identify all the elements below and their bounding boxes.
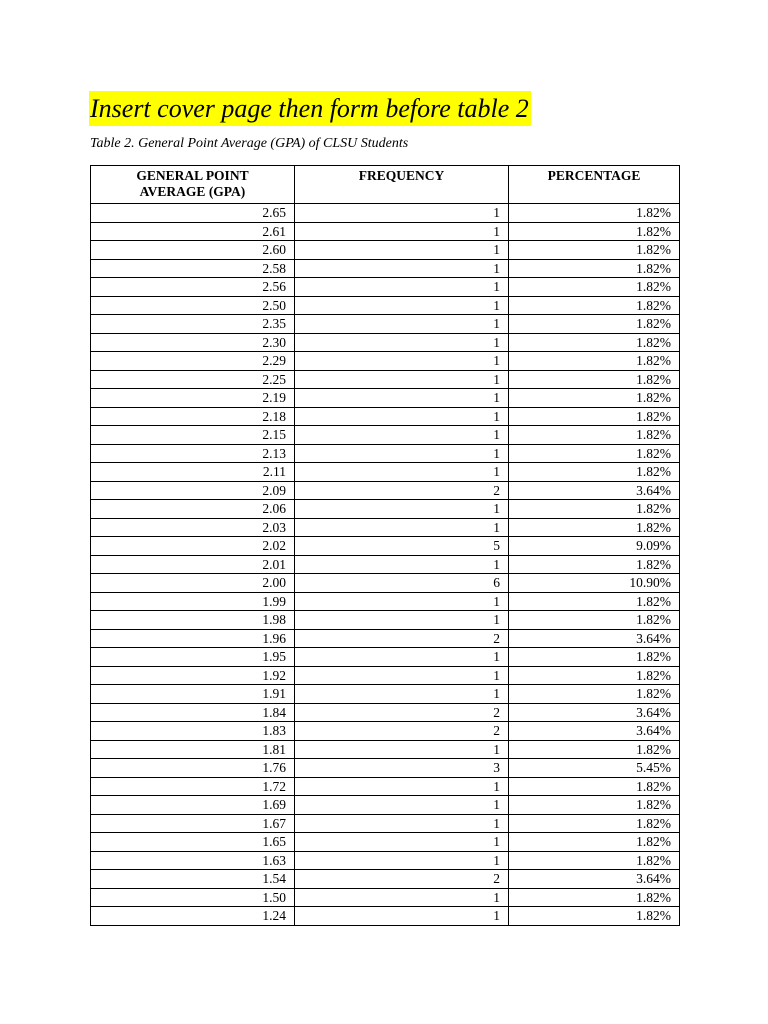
cell-gpa: 1.67 bbox=[91, 814, 295, 833]
cell-frequency: 1 bbox=[295, 796, 509, 815]
cell-frequency: 1 bbox=[295, 648, 509, 667]
table-row bbox=[91, 648, 680, 667]
table-row bbox=[91, 389, 680, 408]
cell-frequency: 1 bbox=[295, 204, 509, 223]
cell-gpa: 2.19 bbox=[91, 389, 295, 408]
cell-gpa: 1.69 bbox=[91, 796, 295, 815]
cell-frequency: 1 bbox=[295, 500, 509, 519]
cell-percentage: 1.82% bbox=[509, 204, 680, 223]
cell-frequency: 2 bbox=[295, 870, 509, 889]
cell-gpa: 1.84 bbox=[91, 703, 295, 722]
table-row bbox=[91, 315, 680, 334]
cell-percentage: 1.82% bbox=[509, 407, 680, 426]
cell-gpa: 1.98 bbox=[91, 611, 295, 630]
cell-gpa: 1.63 bbox=[91, 851, 295, 870]
cell-frequency: 2 bbox=[295, 481, 509, 500]
table-row bbox=[91, 500, 680, 519]
table-row bbox=[91, 796, 680, 815]
cell-gpa: 2.50 bbox=[91, 296, 295, 315]
cell-frequency: 1 bbox=[295, 685, 509, 704]
cell-frequency: 2 bbox=[295, 703, 509, 722]
table-row bbox=[91, 370, 680, 389]
cell-percentage: 1.82% bbox=[509, 241, 680, 260]
cell-gpa: 1.83 bbox=[91, 722, 295, 741]
cell-gpa: 1.72 bbox=[91, 777, 295, 796]
header-frequency: FREQUENCY bbox=[295, 166, 509, 204]
table-caption: Table 2. General Point Average (GPA) of CLSU Students bbox=[90, 136, 409, 151]
cell-frequency: 1 bbox=[295, 888, 509, 907]
header-gpa-line2: AVERAGE (GPA) bbox=[139, 184, 246, 199]
cell-frequency: 2 bbox=[295, 722, 509, 741]
cell-percentage: 3.64% bbox=[509, 481, 680, 500]
table-row bbox=[91, 888, 680, 907]
cell-frequency: 1 bbox=[295, 666, 509, 685]
cell-gpa: 2.60 bbox=[91, 241, 295, 260]
cell-frequency: 1 bbox=[295, 241, 509, 260]
cell-gpa: 2.25 bbox=[91, 370, 295, 389]
cell-percentage: 1.82% bbox=[509, 333, 680, 352]
cell-gpa: 2.02 bbox=[91, 537, 295, 556]
cell-frequency: 3 bbox=[295, 759, 509, 778]
cell-frequency: 1 bbox=[295, 315, 509, 334]
cell-gpa: 2.00 bbox=[91, 574, 295, 593]
table-row bbox=[91, 759, 680, 778]
cell-percentage: 1.82% bbox=[509, 648, 680, 667]
cell-frequency: 1 bbox=[295, 352, 509, 371]
cell-percentage: 1.82% bbox=[509, 796, 680, 815]
cell-percentage: 3.64% bbox=[509, 722, 680, 741]
cell-gpa: 1.76 bbox=[91, 759, 295, 778]
cell-percentage: 1.82% bbox=[509, 592, 680, 611]
cell-percentage: 1.82% bbox=[509, 833, 680, 852]
cell-percentage: 10.90% bbox=[509, 574, 680, 593]
cell-frequency: 1 bbox=[295, 518, 509, 537]
cell-percentage: 1.82% bbox=[509, 259, 680, 278]
table-body bbox=[91, 204, 680, 926]
cell-frequency: 1 bbox=[295, 777, 509, 796]
cell-gpa: 2.18 bbox=[91, 407, 295, 426]
cell-percentage: 1.82% bbox=[509, 907, 680, 926]
cell-frequency: 1 bbox=[295, 389, 509, 408]
highlighted-instruction-note: Insert cover page then form before table 2 bbox=[89, 91, 531, 126]
table-row bbox=[91, 518, 680, 537]
cell-gpa: 1.92 bbox=[91, 666, 295, 685]
cell-gpa: 1.99 bbox=[91, 592, 295, 611]
cell-frequency: 2 bbox=[295, 629, 509, 648]
cell-gpa: 1.81 bbox=[91, 740, 295, 759]
table-row bbox=[91, 833, 680, 852]
table-row bbox=[91, 870, 680, 889]
table-row bbox=[91, 444, 680, 463]
cell-gpa: 2.09 bbox=[91, 481, 295, 500]
cell-percentage: 1.82% bbox=[509, 500, 680, 519]
gpa-table bbox=[90, 165, 680, 926]
table-row bbox=[91, 204, 680, 223]
cell-frequency: 1 bbox=[295, 814, 509, 833]
cell-percentage: 1.82% bbox=[509, 463, 680, 482]
table-row bbox=[91, 666, 680, 685]
cell-percentage: 1.82% bbox=[509, 278, 680, 297]
cell-frequency: 1 bbox=[295, 463, 509, 482]
table-row bbox=[91, 537, 680, 556]
cell-percentage: 1.82% bbox=[509, 352, 680, 371]
cell-frequency: 1 bbox=[295, 851, 509, 870]
cell-percentage: 1.82% bbox=[509, 518, 680, 537]
cell-frequency: 6 bbox=[295, 574, 509, 593]
cell-frequency: 1 bbox=[295, 278, 509, 297]
table-row bbox=[91, 407, 680, 426]
cell-frequency: 1 bbox=[295, 370, 509, 389]
table-row bbox=[91, 907, 680, 926]
cell-gpa: 2.01 bbox=[91, 555, 295, 574]
cell-percentage: 1.82% bbox=[509, 389, 680, 408]
cell-percentage: 5.45% bbox=[509, 759, 680, 778]
table-row bbox=[91, 259, 680, 278]
cell-gpa: 2.30 bbox=[91, 333, 295, 352]
cell-percentage: 1.82% bbox=[509, 444, 680, 463]
cell-gpa: 1.95 bbox=[91, 648, 295, 667]
cell-gpa: 1.54 bbox=[91, 870, 295, 889]
cell-percentage: 1.82% bbox=[509, 426, 680, 445]
cell-frequency: 1 bbox=[295, 333, 509, 352]
cell-frequency: 1 bbox=[295, 611, 509, 630]
table-row bbox=[91, 555, 680, 574]
cell-frequency: 1 bbox=[295, 592, 509, 611]
header-gpa-line1: GENERAL POINT bbox=[136, 168, 249, 183]
cell-percentage: 1.82% bbox=[509, 315, 680, 334]
cell-percentage: 1.82% bbox=[509, 611, 680, 630]
table-row bbox=[91, 851, 680, 870]
cell-percentage: 3.64% bbox=[509, 629, 680, 648]
table-row bbox=[91, 222, 680, 241]
cell-frequency: 1 bbox=[295, 296, 509, 315]
cell-frequency: 1 bbox=[295, 444, 509, 463]
cell-percentage: 1.82% bbox=[509, 222, 680, 241]
cell-frequency: 1 bbox=[295, 740, 509, 759]
header-gpa bbox=[91, 166, 295, 204]
header-row bbox=[91, 166, 680, 204]
cell-percentage: 1.82% bbox=[509, 685, 680, 704]
table-row bbox=[91, 703, 680, 722]
table-row bbox=[91, 463, 680, 482]
cell-frequency: 1 bbox=[295, 555, 509, 574]
cell-gpa: 2.03 bbox=[91, 518, 295, 537]
cell-percentage: 1.82% bbox=[509, 296, 680, 315]
table-row bbox=[91, 777, 680, 796]
cell-frequency: 1 bbox=[295, 426, 509, 445]
table-row bbox=[91, 278, 680, 297]
table-row bbox=[91, 574, 680, 593]
cell-percentage: 1.82% bbox=[509, 888, 680, 907]
table-row bbox=[91, 629, 680, 648]
table-row bbox=[91, 426, 680, 445]
cell-gpa: 2.35 bbox=[91, 315, 295, 334]
table-row bbox=[91, 592, 680, 611]
cell-percentage: 3.64% bbox=[509, 703, 680, 722]
table-row bbox=[91, 722, 680, 741]
cell-frequency: 5 bbox=[295, 537, 509, 556]
cell-gpa: 2.61 bbox=[91, 222, 295, 241]
cell-gpa: 2.56 bbox=[91, 278, 295, 297]
cell-percentage: 9.09% bbox=[509, 537, 680, 556]
table-row bbox=[91, 814, 680, 833]
cell-percentage: 3.64% bbox=[509, 870, 680, 889]
cell-gpa: 2.65 bbox=[91, 204, 295, 223]
cell-gpa: 1.91 bbox=[91, 685, 295, 704]
cell-gpa: 2.58 bbox=[91, 259, 295, 278]
cell-percentage: 1.82% bbox=[509, 814, 680, 833]
cell-gpa: 1.65 bbox=[91, 833, 295, 852]
cell-percentage: 1.82% bbox=[509, 777, 680, 796]
table-row bbox=[91, 740, 680, 759]
table-row bbox=[91, 481, 680, 500]
cell-percentage: 1.82% bbox=[509, 370, 680, 389]
header-percentage: PERCENTAGE bbox=[509, 166, 680, 204]
cell-gpa: 2.15 bbox=[91, 426, 295, 445]
table-row bbox=[91, 296, 680, 315]
cell-percentage: 1.82% bbox=[509, 666, 680, 685]
cell-frequency: 1 bbox=[295, 907, 509, 926]
cell-gpa: 2.11 bbox=[91, 463, 295, 482]
table-row bbox=[91, 685, 680, 704]
cell-gpa: 2.13 bbox=[91, 444, 295, 463]
cell-frequency: 1 bbox=[295, 222, 509, 241]
cell-gpa: 2.06 bbox=[91, 500, 295, 519]
table-row bbox=[91, 352, 680, 371]
cell-gpa: 1.24 bbox=[91, 907, 295, 926]
cell-frequency: 1 bbox=[295, 833, 509, 852]
cell-gpa: 1.50 bbox=[91, 888, 295, 907]
cell-frequency: 1 bbox=[295, 407, 509, 426]
cell-gpa: 1.96 bbox=[91, 629, 295, 648]
cell-percentage: 1.82% bbox=[509, 555, 680, 574]
cell-percentage: 1.82% bbox=[509, 740, 680, 759]
table-row bbox=[91, 241, 680, 260]
cell-percentage: 1.82% bbox=[509, 851, 680, 870]
table-row bbox=[91, 611, 680, 630]
table-header bbox=[91, 166, 680, 204]
cell-frequency: 1 bbox=[295, 259, 509, 278]
cell-gpa: 2.29 bbox=[91, 352, 295, 371]
table-row bbox=[91, 333, 680, 352]
